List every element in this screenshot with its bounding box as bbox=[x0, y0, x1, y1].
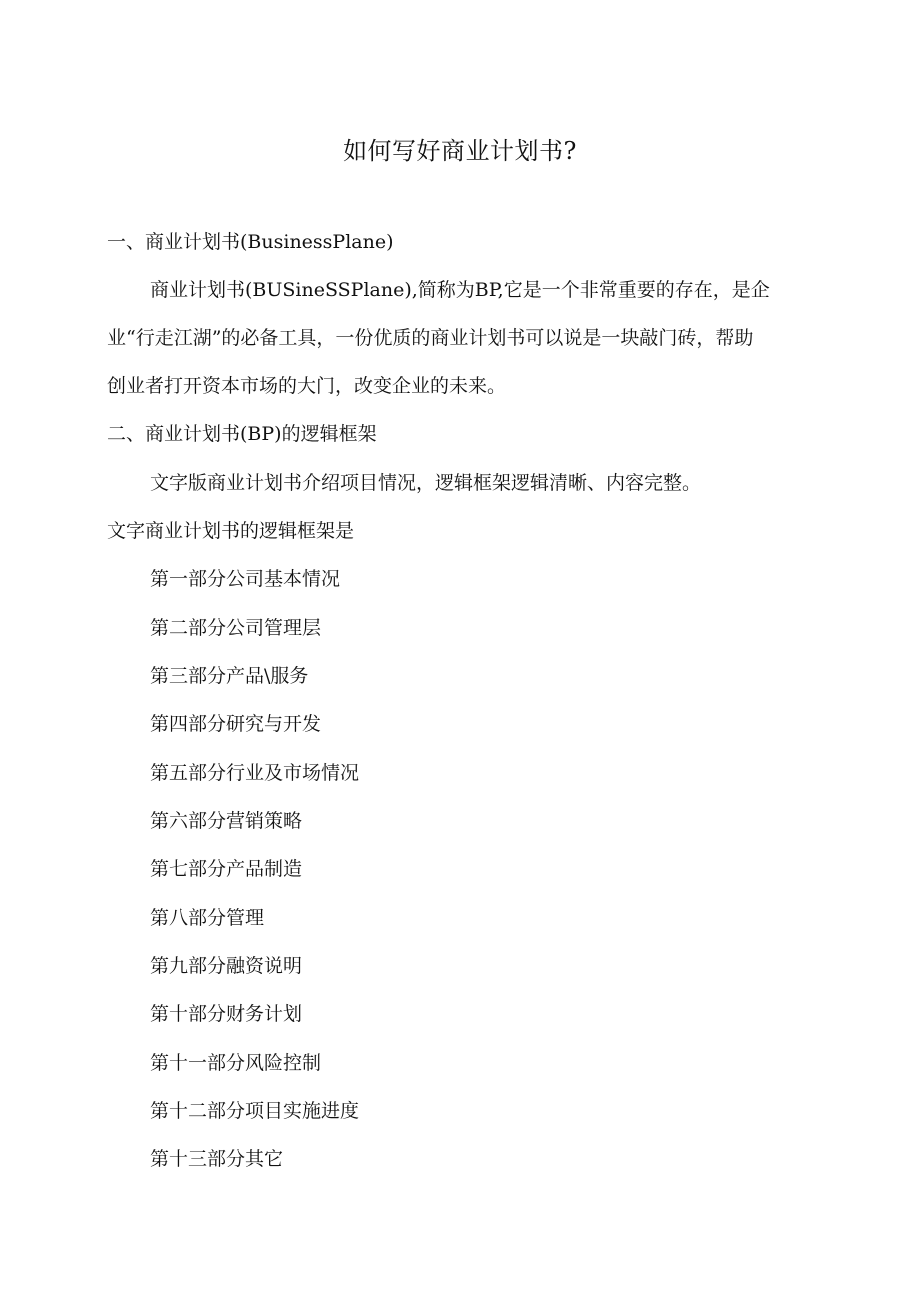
section-1-para-line-3: 创业者打开资本市场的大门，改变企业的未来。 bbox=[107, 375, 507, 397]
section-1-para-line-1: 商业计划书(BUSineSSPlane),简称为BP,它是一个非常重要的存在，是企 bbox=[150, 279, 770, 301]
document-title: 如何写好商业计划书? bbox=[343, 137, 577, 165]
section-1-para-line-2: 业“行走江湖”的必备工具，一份优质的商业计划书可以说是一块敲门砖，帮助 bbox=[107, 327, 754, 349]
section-2-heading: 二、商业计划书(BP)的逻辑框架 bbox=[107, 423, 377, 445]
section-2-intro: 文字版商业计划书介绍项目情况，逻辑框架逻辑清晰、内容完整。 bbox=[150, 472, 702, 494]
framework-part-12: 第十二部分项目实施进度 bbox=[150, 1100, 360, 1122]
framework-part-13: 第十三部分其它 bbox=[150, 1148, 284, 1170]
framework-part-11: 第十一部分风险控制 bbox=[150, 1052, 322, 1074]
framework-part-7: 第七部分产品制造 bbox=[150, 858, 303, 880]
framework-part-1: 第一部分公司基本情况 bbox=[150, 568, 341, 590]
framework-part-9: 第九部分融资说明 bbox=[150, 955, 303, 977]
framework-part-8: 第八部分管理 bbox=[150, 907, 265, 929]
framework-part-2: 第二部分公司管理层 bbox=[150, 617, 322, 639]
framework-part-5: 第五部分行业及市场情况 bbox=[150, 762, 360, 784]
framework-part-4: 第四部分研究与开发 bbox=[150, 713, 322, 735]
framework-label: 文字商业计划书的逻辑框架是 bbox=[107, 520, 355, 542]
framework-part-6: 第六部分营销策略 bbox=[150, 810, 303, 832]
section-1-heading: 一、商业计划书(BusinessPlane) bbox=[107, 231, 394, 253]
framework-part-10: 第十部分财务计划 bbox=[150, 1003, 303, 1025]
framework-part-3: 第三部分产品\服务 bbox=[150, 665, 309, 687]
